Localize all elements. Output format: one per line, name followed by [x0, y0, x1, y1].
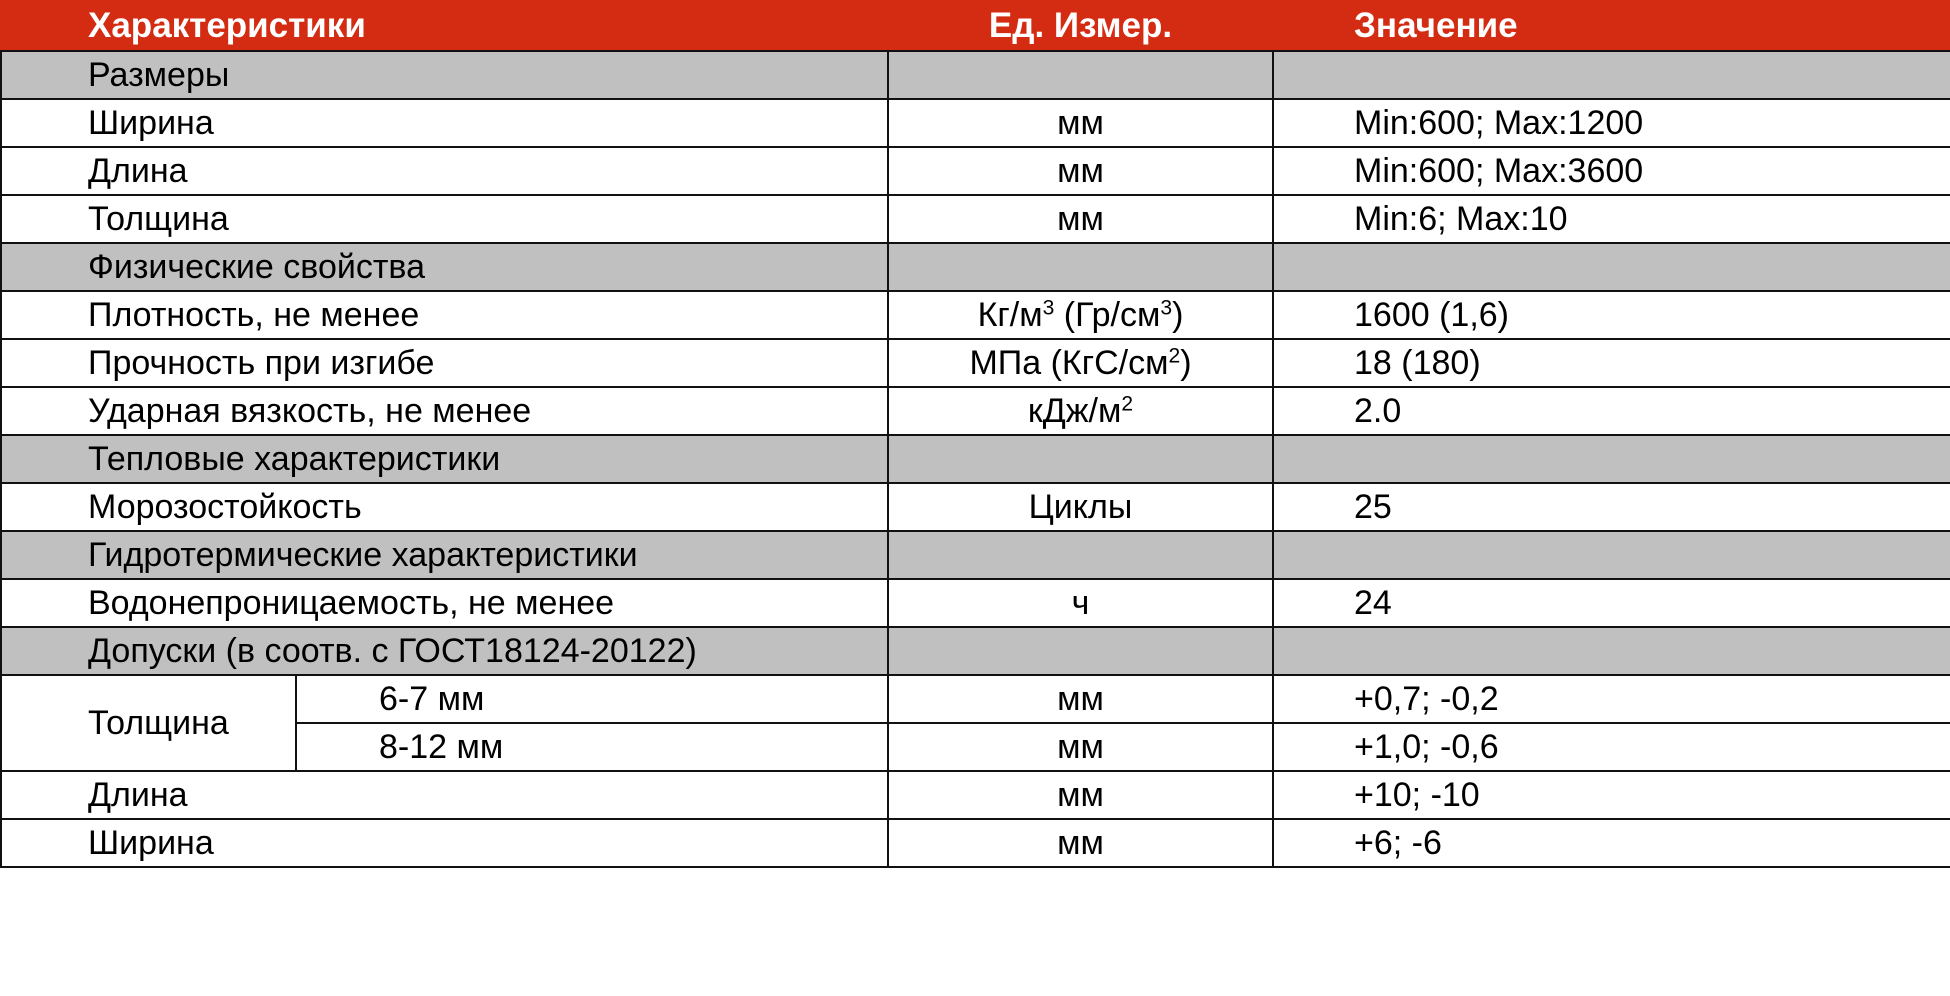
row-unit: мм — [888, 195, 1273, 243]
header-value: Значение — [1273, 1, 1950, 51]
row-unit — [888, 339, 1273, 387]
header-characteristic: Характеристики — [1, 1, 888, 51]
section-value-empty — [1273, 51, 1950, 99]
section-title: Физические свойства — [1, 243, 888, 291]
row-unit: мм — [888, 147, 1273, 195]
row-unit: ч — [888, 579, 1273, 627]
row-value: +6; -6 — [1273, 819, 1950, 867]
unit-superscript: 3 — [1160, 296, 1173, 320]
unit-text: кДж/м — [1027, 392, 1122, 430]
row-name: Ширина — [1, 99, 888, 147]
section-row-hydrothermal — [1, 531, 1950, 579]
unit-text: Кг/м — [977, 296, 1043, 334]
row-value: Min:600; Max:1200 — [1273, 99, 1950, 147]
section-value-empty — [1273, 435, 1950, 483]
section-value-empty — [1273, 531, 1950, 579]
section-row-sizes — [1, 51, 1950, 99]
row-unit: мм — [888, 819, 1273, 867]
unit-text: (Гр/см — [1054, 296, 1161, 334]
section-value-empty — [1273, 243, 1950, 291]
table-row-density — [1, 291, 1950, 339]
row-unit: мм — [888, 675, 1273, 723]
table-row-frost — [1, 483, 1950, 531]
unit-superscript: 2 — [1121, 392, 1134, 416]
row-value: +10; -10 — [1273, 771, 1950, 819]
table-row-length — [1, 147, 1950, 195]
row-name: Прочность при изгибе — [1, 339, 888, 387]
row-subname: 8-12 мм — [296, 723, 888, 771]
row-value: 1600 (1,6) — [1273, 291, 1950, 339]
row-value: 18 (180) — [1273, 339, 1950, 387]
row-name: Водонепроницаемость, не менее — [1, 579, 888, 627]
section-title: Гидротермические характеристики — [1, 531, 888, 579]
table-row-impact — [1, 387, 1950, 435]
section-row-tolerances — [1, 627, 1950, 675]
unit-text: ) — [1180, 344, 1192, 382]
header-unit: Ед. Измер. — [888, 1, 1273, 51]
row-unit: мм — [888, 99, 1273, 147]
row-value: +0,7; -0,2 — [1273, 675, 1950, 723]
row-name: Длина — [1, 147, 888, 195]
section-title: Размеры — [1, 51, 888, 99]
section-title: Тепловые характеристики — [1, 435, 888, 483]
table-row-width — [1, 99, 1950, 147]
table-row-bending — [1, 339, 1950, 387]
unit-text: МПа (КгС/см — [969, 344, 1169, 382]
row-value: Min:6; Max:10 — [1273, 195, 1950, 243]
table-row-waterproof — [1, 579, 1950, 627]
section-unit-empty — [888, 243, 1273, 291]
table-row-tol-width — [1, 819, 1950, 867]
row-unit: Циклы — [888, 483, 1273, 531]
row-value: 25 — [1273, 483, 1950, 531]
section-row-physical — [1, 243, 1950, 291]
row-value: Min:600; Max:3600 — [1273, 147, 1950, 195]
table-row-tol-length — [1, 771, 1950, 819]
table-row-tol-thickness-1 — [1, 675, 1950, 723]
row-unit: мм — [888, 723, 1273, 771]
row-name: Морозостойкость — [1, 483, 888, 531]
row-name: Толщина — [1, 195, 888, 243]
section-title: Допуски (в соотв. с ГОСТ18124-20122) — [1, 627, 888, 675]
row-subname: 6-7 мм — [296, 675, 888, 723]
row-name: Ширина — [1, 819, 888, 867]
unit-superscript: 3 — [1042, 296, 1055, 320]
row-unit — [888, 291, 1273, 339]
section-unit-empty — [888, 435, 1273, 483]
row-value: 2.0 — [1273, 387, 1950, 435]
section-value-empty — [1273, 627, 1950, 675]
row-name: Ударная вязкость, не менее — [1, 387, 888, 435]
row-value: +1,0; -0,6 — [1273, 723, 1950, 771]
row-name: Толщина — [1, 675, 296, 771]
row-unit: мм — [888, 771, 1273, 819]
header-row — [1, 1, 1950, 51]
section-unit-empty — [888, 627, 1273, 675]
unit-superscript: 2 — [1168, 344, 1181, 368]
section-row-thermal — [1, 435, 1950, 483]
unit-text: ) — [1172, 296, 1184, 334]
row-name: Плотность, не менее — [1, 291, 888, 339]
section-unit-empty — [888, 531, 1273, 579]
row-value: 24 — [1273, 579, 1950, 627]
table-row-thickness — [1, 195, 1950, 243]
row-name: Длина — [1, 771, 888, 819]
row-unit — [888, 387, 1273, 435]
section-unit-empty — [888, 51, 1273, 99]
